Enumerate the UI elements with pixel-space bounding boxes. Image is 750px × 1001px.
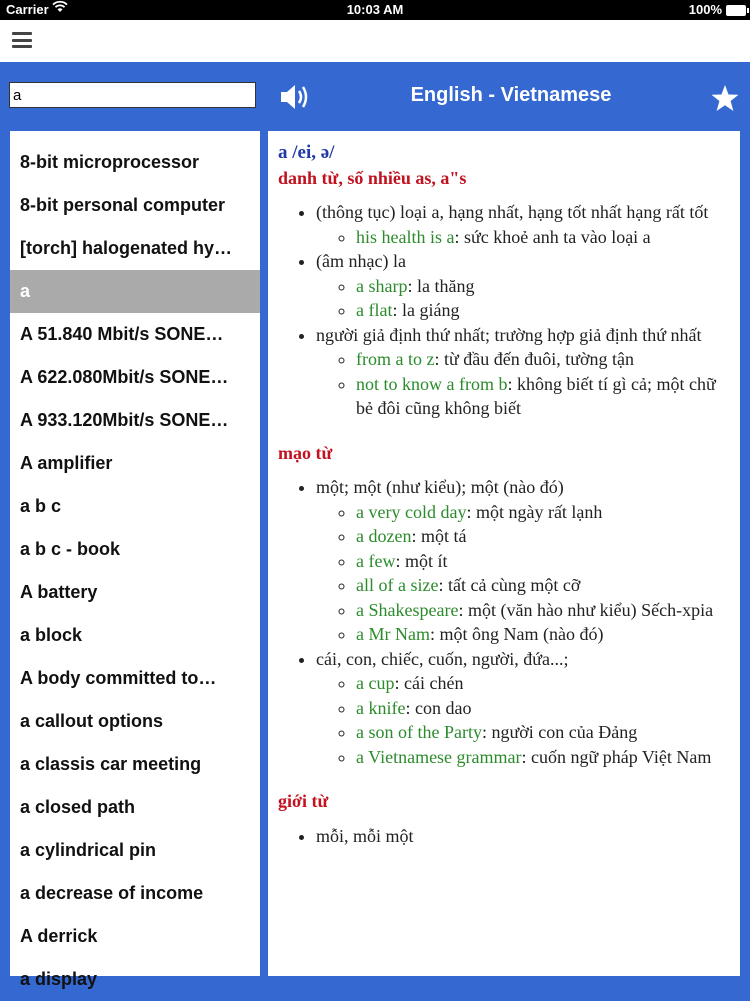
example-meaning: : con dao xyxy=(405,697,472,718)
example-phrase[interactable]: from a to z xyxy=(356,349,435,369)
example-list xyxy=(316,274,730,323)
example-phrase[interactable]: a very cold day xyxy=(356,501,467,522)
example-meaning: : từ đầu đến đuôi, tường tận xyxy=(434,349,634,369)
word-list-item[interactable]: a closed path xyxy=(20,797,136,817)
example-list xyxy=(316,347,730,421)
word-list-item[interactable]: a decrease of income xyxy=(20,883,204,903)
example-meaning: : người con của Đảng xyxy=(481,722,638,742)
sense-text: (thông tục) loại a, hạng nhất, hạng tốt nhất hạng rất tốt xyxy=(316,202,709,222)
pos-section xyxy=(278,441,730,770)
word-list-item[interactable]: [torch] halogenated hy… xyxy=(20,238,233,258)
sense-item xyxy=(316,249,730,323)
word-list-item[interactable]: A amplifier xyxy=(20,453,113,473)
example-item xyxy=(356,372,730,421)
sense-list xyxy=(278,824,730,849)
word-list-item[interactable]: A 622.080Mbit/s SONE… xyxy=(20,367,229,387)
sense-text: một; một (như kiểu); một (nào đó) xyxy=(316,477,564,497)
status-bar xyxy=(0,0,750,20)
example-phrase[interactable]: a flat xyxy=(356,300,393,320)
example-item xyxy=(356,500,730,525)
word-list-item[interactable]: 8-bit personal computer xyxy=(20,195,226,215)
page-title: English - Vietnamese xyxy=(410,84,612,106)
example-phrase[interactable]: a knife xyxy=(356,697,406,718)
example-meaning: : la giáng xyxy=(392,300,460,320)
word-list-item[interactable]: a block xyxy=(20,625,83,645)
example-meaning: : không biết tí gì cả; một chữ bẻ đôi cũng không biết xyxy=(356,373,716,418)
example-item xyxy=(356,347,730,372)
part-of-speech: mạo từ xyxy=(278,442,333,463)
battery-icon xyxy=(726,5,746,16)
example-phrase[interactable]: a cup xyxy=(356,673,395,693)
example-phrase[interactable]: not to know a from b xyxy=(356,373,508,394)
example-item xyxy=(356,720,730,745)
example-meaning: : một tá xyxy=(411,526,467,546)
word-list-item[interactable]: a b c - book xyxy=(20,539,121,559)
example-item xyxy=(356,696,730,721)
part-of-speech: giới từ xyxy=(278,791,329,811)
word-list-item[interactable]: A body committed to… xyxy=(20,668,217,688)
word-list-item[interactable]: a classis car meeting xyxy=(20,754,202,774)
example-item xyxy=(356,549,730,574)
example-item xyxy=(356,622,730,647)
example-list xyxy=(316,225,730,250)
headword: a /ei, ə/ xyxy=(278,142,335,163)
word-list-item[interactable]: A 933.120Mbit/s SONE… xyxy=(20,410,229,430)
example-item xyxy=(356,298,730,323)
example-phrase[interactable]: all of a size xyxy=(356,575,439,595)
sense-item xyxy=(316,475,730,647)
sense-item xyxy=(316,824,730,849)
sense-item xyxy=(316,647,730,770)
word-list xyxy=(10,131,260,989)
example-meaning: : cuốn ngữ pháp Việt Nam xyxy=(521,746,712,767)
example-meaning: : một ít xyxy=(395,550,448,571)
example-meaning: : tất cả cùng một cỡ xyxy=(438,575,581,595)
example-meaning: : la thăng xyxy=(407,275,475,296)
example-meaning: : một (văn hào như kiểu) Sếch-xpia xyxy=(458,599,714,620)
favorite-star-icon[interactable] xyxy=(710,84,740,112)
example-item xyxy=(356,745,730,770)
clock: 10:03 AM xyxy=(346,2,404,17)
battery-percentage: 100% xyxy=(688,2,722,17)
part-of-speech: danh từ, số nhiều as, a"s xyxy=(278,167,467,188)
sense-text: cái, con, chiếc, cuốn, người, đứa...; xyxy=(316,648,569,669)
example-meaning: : một ông Nam (nào đó) xyxy=(429,624,604,644)
example-item xyxy=(356,274,730,299)
example-phrase[interactable]: a Vietnamese grammar xyxy=(356,746,522,767)
definition-panel xyxy=(268,131,740,976)
nav-bar xyxy=(0,20,750,62)
word-list-item[interactable]: a display xyxy=(20,969,98,989)
word-list-item[interactable]: A battery xyxy=(20,582,98,602)
sense-item xyxy=(316,200,730,249)
pos-section xyxy=(278,166,730,421)
word-list-item[interactable]: a xyxy=(10,270,260,313)
word-list-item[interactable]: a cylindrical pin xyxy=(20,840,157,860)
sense-text: người giả định thứ nhất; trường hợp giả định thứ nhất xyxy=(316,324,702,345)
example-item xyxy=(356,598,730,623)
carrier-label: Carrier xyxy=(6,2,49,17)
example-list xyxy=(316,671,730,769)
sense-list xyxy=(278,200,730,421)
example-phrase[interactable]: a Mr Nam xyxy=(356,624,430,644)
example-item xyxy=(356,671,730,696)
example-phrase[interactable]: a Shakespeare xyxy=(356,599,459,620)
pos-section xyxy=(278,789,730,848)
example-phrase[interactable]: a son of the Party xyxy=(356,722,482,742)
example-meaning: : cái chén xyxy=(394,673,464,693)
example-meaning: : một ngày rất lạnh xyxy=(466,501,603,522)
example-item xyxy=(356,573,730,598)
sense-text: (âm nhạc) la xyxy=(316,251,406,271)
example-phrase[interactable]: a few xyxy=(356,550,396,571)
example-phrase[interactable]: a dozen xyxy=(356,526,412,546)
example-item xyxy=(356,225,730,250)
word-list-item[interactable]: A 51.840 Mbit/s SONE… xyxy=(20,324,224,344)
speaker-icon[interactable] xyxy=(278,82,314,112)
example-phrase[interactable]: a sharp xyxy=(356,275,408,296)
sense-text: mỗi, mỗi một xyxy=(316,825,414,846)
word-list-item[interactable]: A derrick xyxy=(20,926,98,946)
word-list-item[interactable]: a callout options xyxy=(20,711,164,731)
word-list-item[interactable]: 8-bit microprocessor xyxy=(20,152,200,172)
word-list-item[interactable]: a b c xyxy=(20,496,62,516)
example-item xyxy=(356,524,730,549)
example-phrase[interactable]: his health is a xyxy=(356,226,455,247)
sense-list xyxy=(278,475,730,769)
sense-item xyxy=(316,323,730,421)
example-list xyxy=(316,500,730,647)
search-input[interactable] xyxy=(9,82,256,108)
example-meaning: : sức khoẻ anh ta vào loại a xyxy=(454,226,651,247)
hamburger-menu-icon[interactable] xyxy=(12,32,32,48)
